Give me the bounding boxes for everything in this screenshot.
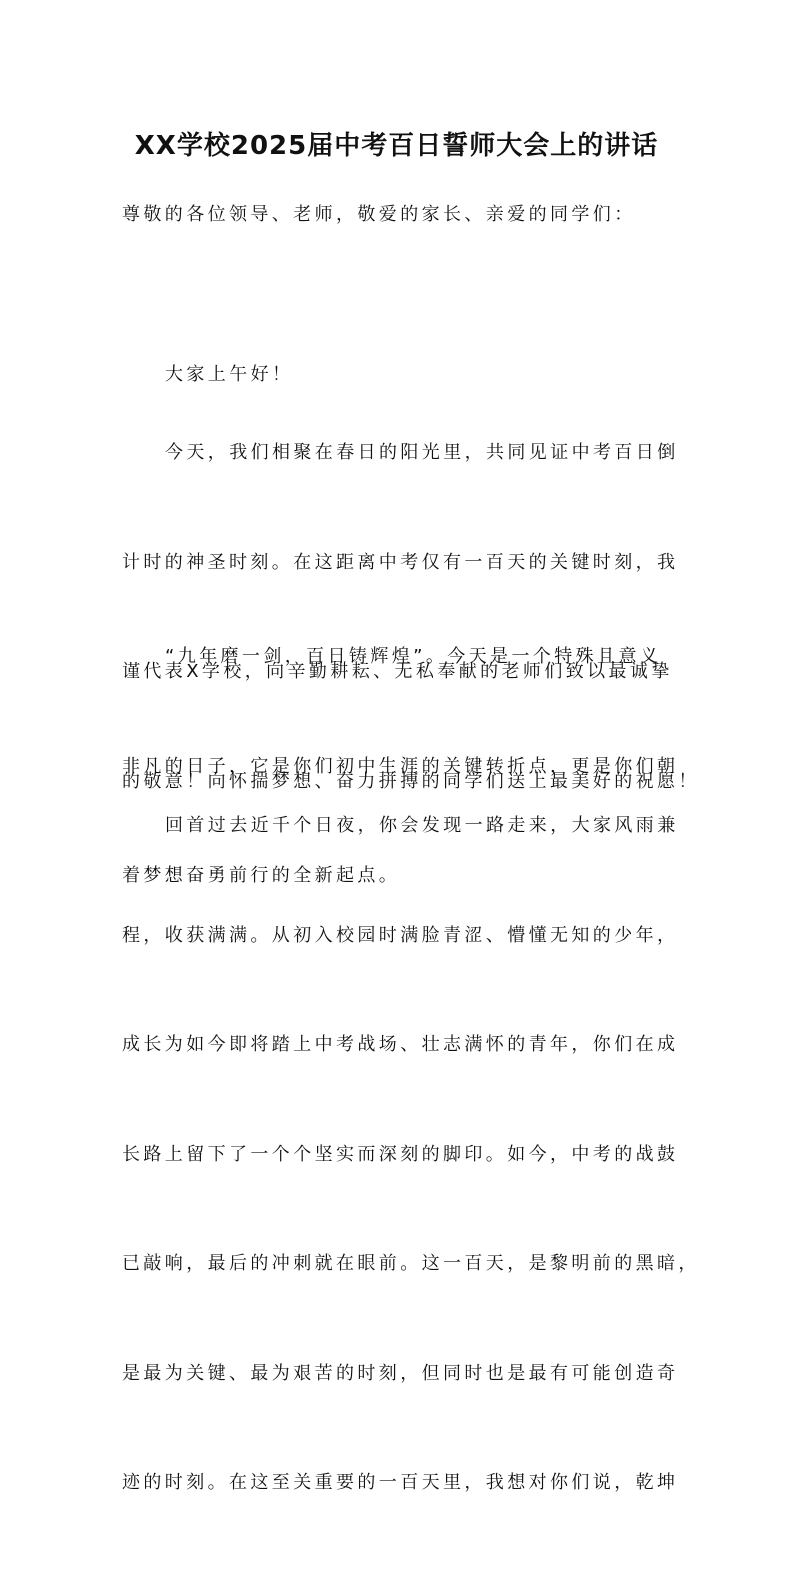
paragraph-line: 成长为如今即将踏上中考战场、壮志满怀的青年，你们在成 xyxy=(122,1034,679,1055)
paragraph-line: 非凡的日子，它是你们初中生涯的关键转折点，更是你们朝 xyxy=(122,755,679,777)
paragraph-line: 程，收获满满。从初入校园时满脸青涩、懵懂无知的少年， xyxy=(122,924,679,946)
paragraph-line: 着梦想奋勇前行的全新起点。 xyxy=(122,865,401,886)
paragraph-line: 今天，我们相聚在春日的阳光里，共同见证中考百日倒 xyxy=(165,442,679,463)
paragraph-line: 长路上留下了一个个坚实而深刻的脚印。如今，中考的战鼓 xyxy=(122,1143,679,1165)
paragraph-line: 是最为关键、最为艰苦的时刻，但同时也是最有可能创造奇 xyxy=(122,1362,679,1384)
paragraph-line: 回首过去近千个日夜，你会发现一路走来，大家风雨兼 xyxy=(165,815,679,836)
paragraph-line: 计时的神圣时刻。在这距离中考仅有一百天的关键时刻，我 xyxy=(122,551,679,573)
paragraph-line: “九年磨一剑，百日铸辉煌”。今天是一个特殊且意义 xyxy=(165,646,662,667)
paragraph-4 xyxy=(122,735,700,1575)
paragraph-line: 的敬意！向怀揣梦想、奋力拼搏的同学们送上最美好的祝愿！ xyxy=(122,770,700,792)
paragraph-line: 迹的时刻。在这至关重要的一百天里，我想对你们说，乾坤 xyxy=(122,1472,679,1493)
salutation: 尊敬的各位领导、老师，敬爱的家长、亲爱的同学们： xyxy=(122,204,636,225)
paragraph-line: 已敲响，最后的冲刺就在眼前。这一百天，是黎明前的黑暗， xyxy=(122,1253,700,1274)
document-title: XX学校2025届中考百日誓师大会上的讲话 xyxy=(134,131,659,161)
greeting-line: 大家上午好！ xyxy=(165,364,294,385)
paragraph-line: 谨代表X学校，向辛勤耕耘、无私奉献的老师们致以最诚挚 xyxy=(122,661,673,682)
